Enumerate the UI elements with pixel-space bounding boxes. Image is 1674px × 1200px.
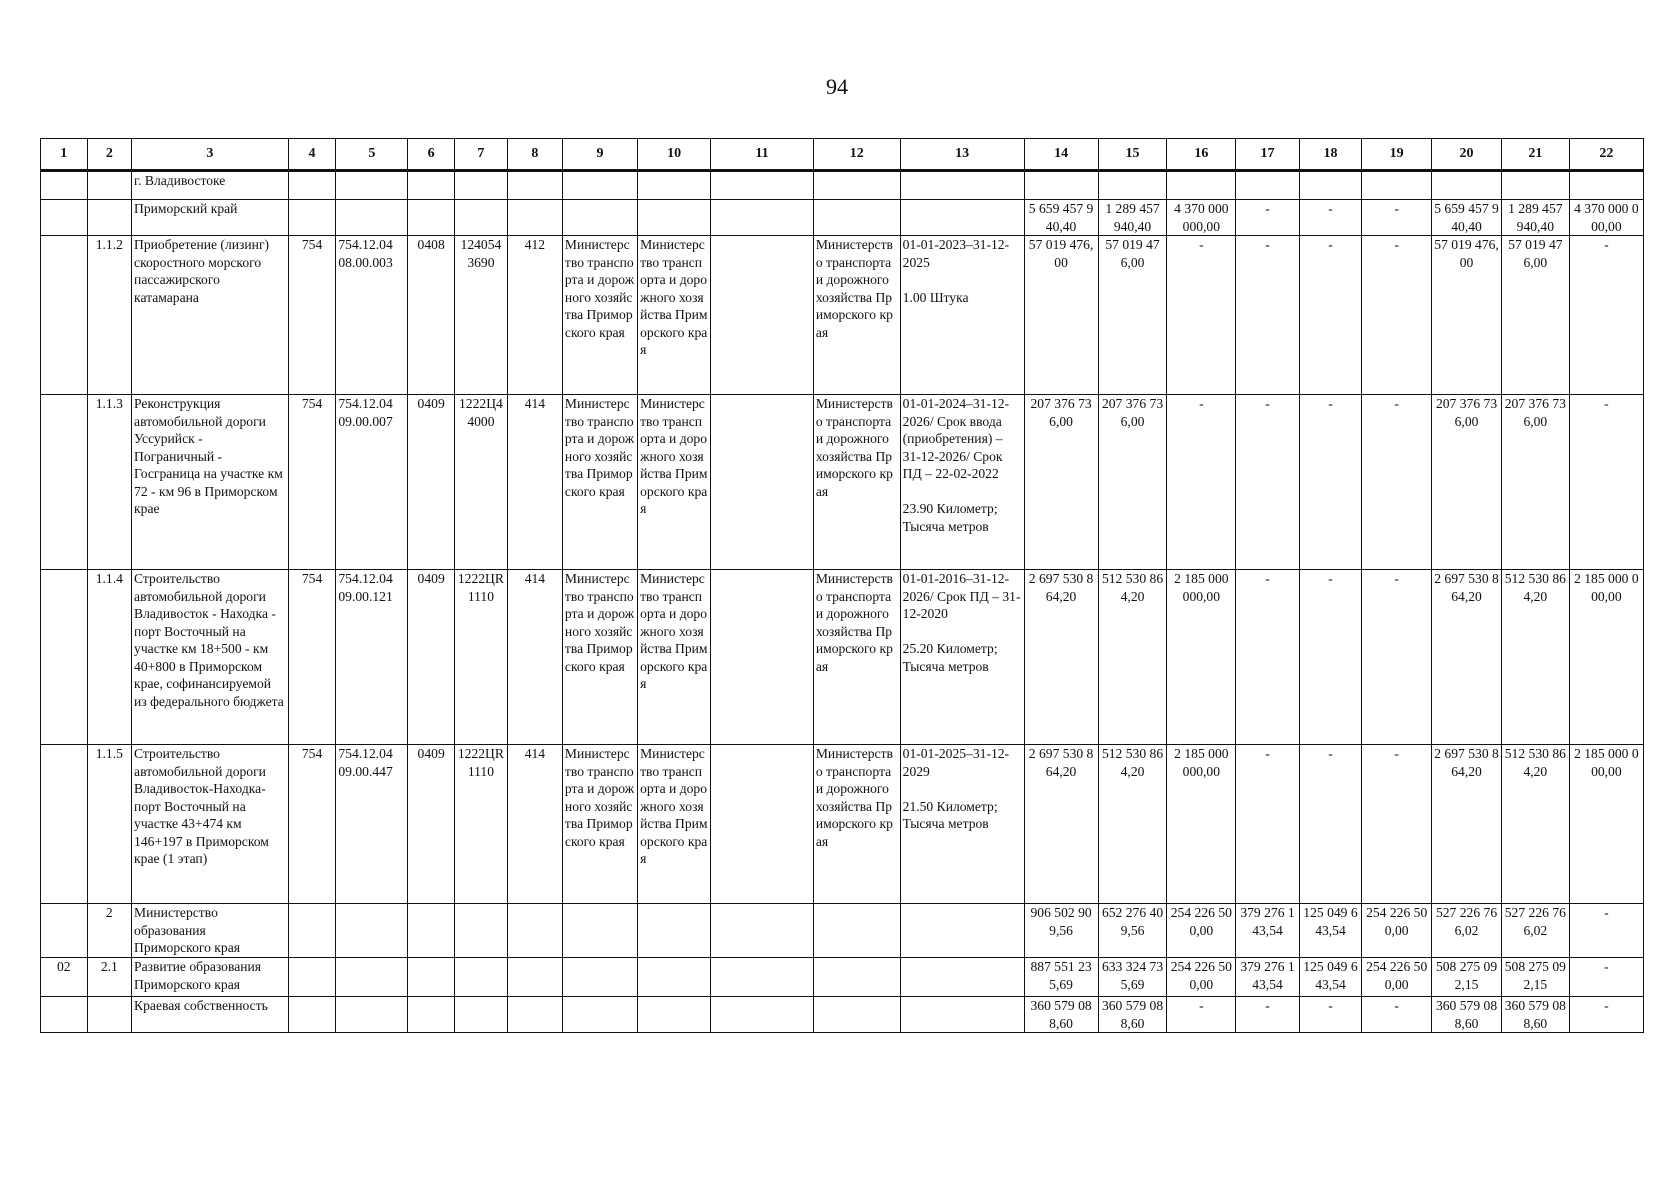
cell-col-8 bbox=[507, 997, 562, 1033]
cell-col-18: - bbox=[1299, 200, 1361, 236]
cell-col-6 bbox=[408, 171, 455, 200]
cell-col-11 bbox=[711, 395, 814, 570]
cell-col-17: - bbox=[1236, 570, 1300, 745]
cell-col-9: Министерство транспорта и дорожного хозяйства Приморского края bbox=[562, 745, 637, 904]
cell-col-21: 57 019 476,00 bbox=[1501, 236, 1569, 395]
cell-col-16 bbox=[1167, 171, 1236, 200]
cell-col-13: 01-01-2016–31-12-2026/ Срок ПД – 31-12-2020 25.20 Километр; Тысяча метров bbox=[900, 570, 1024, 745]
cell-col-19: - bbox=[1362, 200, 1432, 236]
cell-col-13 bbox=[900, 958, 1024, 997]
cell-col-6 bbox=[408, 904, 455, 958]
table-row bbox=[41, 570, 1644, 745]
cell-col-22: - bbox=[1569, 904, 1643, 958]
cell-col-4 bbox=[288, 997, 336, 1033]
cell-col-8: 414 bbox=[507, 745, 562, 904]
cell-col-6: 0409 bbox=[408, 395, 455, 570]
cell-col-8: 414 bbox=[507, 570, 562, 745]
cell-col-17: - bbox=[1236, 745, 1300, 904]
cell-col-1 bbox=[41, 171, 88, 200]
cell-col-20: 527 226 766,02 bbox=[1432, 904, 1502, 958]
column-header-19: 19 bbox=[1362, 139, 1432, 171]
cell-col-17: 379 276 143,54 bbox=[1236, 958, 1300, 997]
column-header-12: 12 bbox=[813, 139, 900, 171]
cell-col-4 bbox=[288, 904, 336, 958]
table-row bbox=[41, 236, 1644, 395]
cell-col-20: 5 659 457 940,40 bbox=[1432, 200, 1502, 236]
cell-col-5: 754.12.04 09.00.121 bbox=[336, 570, 408, 745]
cell-col-1 bbox=[41, 200, 88, 236]
cell-col-5 bbox=[336, 200, 408, 236]
cell-col-11 bbox=[711, 745, 814, 904]
cell-col-11 bbox=[711, 171, 814, 200]
cell-col-14: 906 502 909,56 bbox=[1024, 904, 1098, 958]
cell-col-7 bbox=[454, 997, 507, 1033]
cell-col-19: 254 226 500,00 bbox=[1362, 958, 1432, 997]
cell-col-17: - bbox=[1236, 997, 1300, 1033]
cell-col-21: 360 579 088,60 bbox=[1501, 997, 1569, 1033]
cell-col-17 bbox=[1236, 171, 1300, 200]
cell-col-11 bbox=[711, 236, 814, 395]
cell-col-11 bbox=[711, 570, 814, 745]
cell-col-10 bbox=[638, 904, 711, 958]
cell-col-9: Министерство транспорта и дорожного хозяйства Приморского края bbox=[562, 570, 637, 745]
cell-col-13 bbox=[900, 200, 1024, 236]
cell-col-4 bbox=[288, 171, 336, 200]
cell-col-22: - bbox=[1569, 958, 1643, 997]
cell-col-12: Министерство транспорта и дорожного хозяйства Приморского края bbox=[813, 570, 900, 745]
cell-col-19: - bbox=[1362, 236, 1432, 395]
table-row bbox=[41, 958, 1644, 997]
cell-col-15: 1 289 457 940,40 bbox=[1098, 200, 1167, 236]
cell-col-18: - bbox=[1299, 395, 1361, 570]
cell-col-8 bbox=[507, 171, 562, 200]
cell-col-2: 2.1 bbox=[87, 958, 131, 997]
column-header-2: 2 bbox=[87, 139, 131, 171]
cell-col-9 bbox=[562, 997, 637, 1033]
cell-col-18 bbox=[1299, 171, 1361, 200]
cell-col-6: 0409 bbox=[408, 570, 455, 745]
cell-col-11 bbox=[711, 958, 814, 997]
cell-col-20: 360 579 088,60 bbox=[1432, 997, 1502, 1033]
cell-col-20 bbox=[1432, 171, 1502, 200]
cell-col-5 bbox=[336, 171, 408, 200]
cell-col-21: 527 226 766,02 bbox=[1501, 904, 1569, 958]
cell-col-1 bbox=[41, 745, 88, 904]
cell-col-22: - bbox=[1569, 997, 1643, 1033]
cell-col-14: 57 019 476,00 bbox=[1024, 236, 1098, 395]
cell-col-22: - bbox=[1569, 236, 1643, 395]
cell-col-3: Строительство автомобильной дороги Владивосток-Находка-порт Восточный на участке 43+474 км 146+197 в Приморском крае (1 этап) bbox=[132, 745, 289, 904]
column-header-14: 14 bbox=[1024, 139, 1098, 171]
table-row bbox=[41, 997, 1644, 1033]
cell-col-13: 01-01-2023–31-12-2025 1.00 Штука bbox=[900, 236, 1024, 395]
cell-col-5: 754.12.04 09.00.447 bbox=[336, 745, 408, 904]
cell-col-12 bbox=[813, 904, 900, 958]
cell-col-20: 2 697 530 864,20 bbox=[1432, 745, 1502, 904]
cell-col-20: 508 275 092,15 bbox=[1432, 958, 1502, 997]
table-row bbox=[41, 904, 1644, 958]
cell-col-18: - bbox=[1299, 745, 1361, 904]
cell-col-10 bbox=[638, 958, 711, 997]
cell-col-16: - bbox=[1167, 997, 1236, 1033]
cell-col-13 bbox=[900, 904, 1024, 958]
cell-col-11 bbox=[711, 904, 814, 958]
cell-col-2 bbox=[87, 997, 131, 1033]
cell-col-21: 207 376 736,00 bbox=[1501, 395, 1569, 570]
cell-col-5: 754.12.04 08.00.003 bbox=[336, 236, 408, 395]
table-row bbox=[41, 200, 1644, 236]
column-header-3: 3 bbox=[132, 139, 289, 171]
cell-col-4: 754 bbox=[288, 395, 336, 570]
cell-col-12 bbox=[813, 171, 900, 200]
cell-col-4 bbox=[288, 958, 336, 997]
cell-col-17: - bbox=[1236, 236, 1300, 395]
cell-col-16: 2 185 000 000,00 bbox=[1167, 745, 1236, 904]
cell-col-12: Министерство транспорта и дорожного хозяйства Приморского края bbox=[813, 236, 900, 395]
column-header-4: 4 bbox=[288, 139, 336, 171]
cell-col-20: 57 019 476,00 bbox=[1432, 236, 1502, 395]
cell-col-2 bbox=[87, 200, 131, 236]
cell-col-15: 652 276 409,56 bbox=[1098, 904, 1167, 958]
cell-col-6 bbox=[408, 200, 455, 236]
cell-col-10 bbox=[638, 200, 711, 236]
cell-col-8 bbox=[507, 200, 562, 236]
column-header-13: 13 bbox=[900, 139, 1024, 171]
column-header-5: 5 bbox=[336, 139, 408, 171]
cell-col-9 bbox=[562, 904, 637, 958]
cell-col-19: - bbox=[1362, 395, 1432, 570]
cell-col-10: Министерство транспорта и дорожного хозяйства Приморского края bbox=[638, 236, 711, 395]
cell-col-19: - bbox=[1362, 997, 1432, 1033]
cell-col-14: 2 697 530 864,20 bbox=[1024, 745, 1098, 904]
cell-col-11 bbox=[711, 200, 814, 236]
cell-col-14: 887 551 235,69 bbox=[1024, 958, 1098, 997]
cell-col-1 bbox=[41, 236, 88, 395]
cell-col-11 bbox=[711, 997, 814, 1033]
cell-col-6: 0409 bbox=[408, 745, 455, 904]
cell-col-22: - bbox=[1569, 395, 1643, 570]
column-header-1: 1 bbox=[41, 139, 88, 171]
cell-col-22: 2 185 000 000,00 bbox=[1569, 570, 1643, 745]
cell-col-7 bbox=[454, 904, 507, 958]
table-row bbox=[41, 171, 1644, 200]
cell-col-18: - bbox=[1299, 997, 1361, 1033]
cell-col-9: Министерство транспорта и дорожного хозяйства Приморского края bbox=[562, 395, 637, 570]
column-header-15: 15 bbox=[1098, 139, 1167, 171]
cell-col-10: Министерство транспорта и дорожного хозяйства Приморского края bbox=[638, 570, 711, 745]
cell-col-22: 4 370 000 000,00 bbox=[1569, 200, 1643, 236]
cell-col-7: 1222Ц4 4000 bbox=[454, 395, 507, 570]
cell-col-18: - bbox=[1299, 570, 1361, 745]
cell-col-15: 360 579 088,60 bbox=[1098, 997, 1167, 1033]
cell-col-12 bbox=[813, 958, 900, 997]
cell-col-2 bbox=[87, 171, 131, 200]
cell-col-15: 512 530 864,20 bbox=[1098, 570, 1167, 745]
cell-col-16: - bbox=[1167, 236, 1236, 395]
cell-col-1: 02 bbox=[41, 958, 88, 997]
cell-col-5 bbox=[336, 997, 408, 1033]
cell-col-5: 754.12.04 09.00.007 bbox=[336, 395, 408, 570]
cell-col-5 bbox=[336, 904, 408, 958]
cell-col-21: 508 275 092,15 bbox=[1501, 958, 1569, 997]
cell-col-22 bbox=[1569, 171, 1643, 200]
cell-col-17: - bbox=[1236, 200, 1300, 236]
cell-col-7 bbox=[454, 200, 507, 236]
cell-col-7 bbox=[454, 958, 507, 997]
table-row bbox=[41, 395, 1644, 570]
cell-col-15 bbox=[1098, 171, 1167, 200]
header-row bbox=[41, 139, 1644, 171]
page-number: 94 bbox=[826, 74, 848, 99]
cell-col-9 bbox=[562, 958, 637, 997]
cell-col-15: 633 324 735,69 bbox=[1098, 958, 1167, 997]
cell-col-18: - bbox=[1299, 236, 1361, 395]
cell-col-6 bbox=[408, 958, 455, 997]
cell-col-3: Реконструкция автомобильной дороги Уссурийск - Пограничный - Госграница на участке км 72 - км 96 в Приморском крае bbox=[132, 395, 289, 570]
cell-col-8 bbox=[507, 904, 562, 958]
column-header-22: 22 bbox=[1569, 139, 1643, 171]
cell-col-10: Министерство транспорта и дорожного хозяйства Приморского края bbox=[638, 745, 711, 904]
cell-col-20: 2 697 530 864,20 bbox=[1432, 570, 1502, 745]
cell-col-3: г. Владивостоке bbox=[132, 171, 289, 200]
cell-col-19: - bbox=[1362, 570, 1432, 745]
cell-col-16: 4 370 000 000,00 bbox=[1167, 200, 1236, 236]
column-header-17: 17 bbox=[1236, 139, 1300, 171]
cell-col-3: Краевая собственность bbox=[132, 997, 289, 1033]
column-header-16: 16 bbox=[1167, 139, 1236, 171]
cell-col-4 bbox=[288, 200, 336, 236]
cell-col-9 bbox=[562, 200, 637, 236]
cell-col-1 bbox=[41, 997, 88, 1033]
cell-col-3: Развитие образования Приморского края bbox=[132, 958, 289, 997]
cell-col-16: 2 185 000 000,00 bbox=[1167, 570, 1236, 745]
cell-col-16: 254 226 500,00 bbox=[1167, 904, 1236, 958]
cell-col-12: Министерство транспорта и дорожного хозяйства Приморского края bbox=[813, 395, 900, 570]
cell-col-17: 379 276 143,54 bbox=[1236, 904, 1300, 958]
cell-col-22: 2 185 000 000,00 bbox=[1569, 745, 1643, 904]
data-table bbox=[40, 138, 1644, 1033]
cell-col-21: 512 530 864,20 bbox=[1501, 570, 1569, 745]
cell-col-12 bbox=[813, 997, 900, 1033]
cell-col-13 bbox=[900, 997, 1024, 1033]
table-row bbox=[41, 745, 1644, 904]
cell-col-14: 207 376 736,00 bbox=[1024, 395, 1098, 570]
cell-col-2: 1.1.4 bbox=[87, 570, 131, 745]
cell-col-21 bbox=[1501, 171, 1569, 200]
cell-col-14: 360 579 088,60 bbox=[1024, 997, 1098, 1033]
cell-col-2: 2 bbox=[87, 904, 131, 958]
cell-col-14: 2 697 530 864,20 bbox=[1024, 570, 1098, 745]
cell-col-14 bbox=[1024, 171, 1098, 200]
cell-col-15: 512 530 864,20 bbox=[1098, 745, 1167, 904]
cell-col-7 bbox=[454, 171, 507, 200]
column-header-6: 6 bbox=[408, 139, 455, 171]
cell-col-6: 0408 bbox=[408, 236, 455, 395]
cell-col-12 bbox=[813, 200, 900, 236]
cell-col-15: 207 376 736,00 bbox=[1098, 395, 1167, 570]
cell-col-3: Приобретение (лизинг) скоростного морского пассажирского катамарана bbox=[132, 236, 289, 395]
cell-col-7: 1222ЦR 1110 bbox=[454, 570, 507, 745]
cell-col-14: 5 659 457 940,40 bbox=[1024, 200, 1098, 236]
cell-col-13: 01-01-2024–31-12-2026/ Срок ввода (приобретения) – 31-12-2026/ Срок ПД – 22-02-2022 23.90 Километр; Тысяча метров bbox=[900, 395, 1024, 570]
cell-col-9: Министерство транспорта и дорожного хозяйства Приморского края bbox=[562, 236, 637, 395]
cell-col-6 bbox=[408, 997, 455, 1033]
cell-col-19: - bbox=[1362, 745, 1432, 904]
column-header-21: 21 bbox=[1501, 139, 1569, 171]
cell-col-10: Министерство транспорта и дорожного хозяйства Приморского края bbox=[638, 395, 711, 570]
column-header-9: 9 bbox=[562, 139, 637, 171]
cell-col-1 bbox=[41, 904, 88, 958]
cell-col-9 bbox=[562, 171, 637, 200]
cell-col-16: 254 226 500,00 bbox=[1167, 958, 1236, 997]
cell-col-13: 01-01-2025–31-12-2029 21.50 Километр; Тысяча метров bbox=[900, 745, 1024, 904]
table-body bbox=[41, 171, 1644, 1033]
cell-col-18: 125 049 643,54 bbox=[1299, 904, 1361, 958]
cell-col-21: 1 289 457 940,40 bbox=[1501, 200, 1569, 236]
cell-col-18: 125 049 643,54 bbox=[1299, 958, 1361, 997]
cell-col-3: Министерство образования Приморского края bbox=[132, 904, 289, 958]
cell-col-8: 412 bbox=[507, 236, 562, 395]
cell-col-16: - bbox=[1167, 395, 1236, 570]
column-header-7: 7 bbox=[454, 139, 507, 171]
cell-col-8 bbox=[507, 958, 562, 997]
cell-col-1 bbox=[41, 570, 88, 745]
cell-col-4: 754 bbox=[288, 745, 336, 904]
cell-col-12: Министерство транспорта и дорожного хозяйства Приморского края bbox=[813, 745, 900, 904]
cell-col-3: Строительство автомобильной дороги Владивосток - Находка - порт Восточный на участке км 18+500 - км 40+800 в Приморском крае, софинансируемой из федерального бюджета bbox=[132, 570, 289, 745]
cell-col-7: 1222ЦR 1110 bbox=[454, 745, 507, 904]
cell-col-13 bbox=[900, 171, 1024, 200]
column-header-11: 11 bbox=[711, 139, 814, 171]
cell-col-20: 207 376 736,00 bbox=[1432, 395, 1502, 570]
cell-col-2: 1.1.2 bbox=[87, 236, 131, 395]
column-header-20: 20 bbox=[1432, 139, 1502, 171]
cell-col-1 bbox=[41, 395, 88, 570]
cell-col-19 bbox=[1362, 171, 1432, 200]
cell-col-4: 754 bbox=[288, 570, 336, 745]
column-header-10: 10 bbox=[638, 139, 711, 171]
cell-col-8: 414 bbox=[507, 395, 562, 570]
cell-col-19: 254 226 500,00 bbox=[1362, 904, 1432, 958]
cell-col-2: 1.1.5 bbox=[87, 745, 131, 904]
cell-col-21: 512 530 864,20 bbox=[1501, 745, 1569, 904]
cell-col-7: 124054 3690 bbox=[454, 236, 507, 395]
cell-col-15: 57 019 476,00 bbox=[1098, 236, 1167, 395]
cell-col-4: 754 bbox=[288, 236, 336, 395]
cell-col-2: 1.1.3 bbox=[87, 395, 131, 570]
cell-col-10 bbox=[638, 171, 711, 200]
cell-col-17: - bbox=[1236, 395, 1300, 570]
cell-col-10 bbox=[638, 997, 711, 1033]
column-header-8: 8 bbox=[507, 139, 562, 171]
column-header-18: 18 bbox=[1299, 139, 1361, 171]
cell-col-5 bbox=[336, 958, 408, 997]
cell-col-3: Приморский край bbox=[132, 200, 289, 236]
